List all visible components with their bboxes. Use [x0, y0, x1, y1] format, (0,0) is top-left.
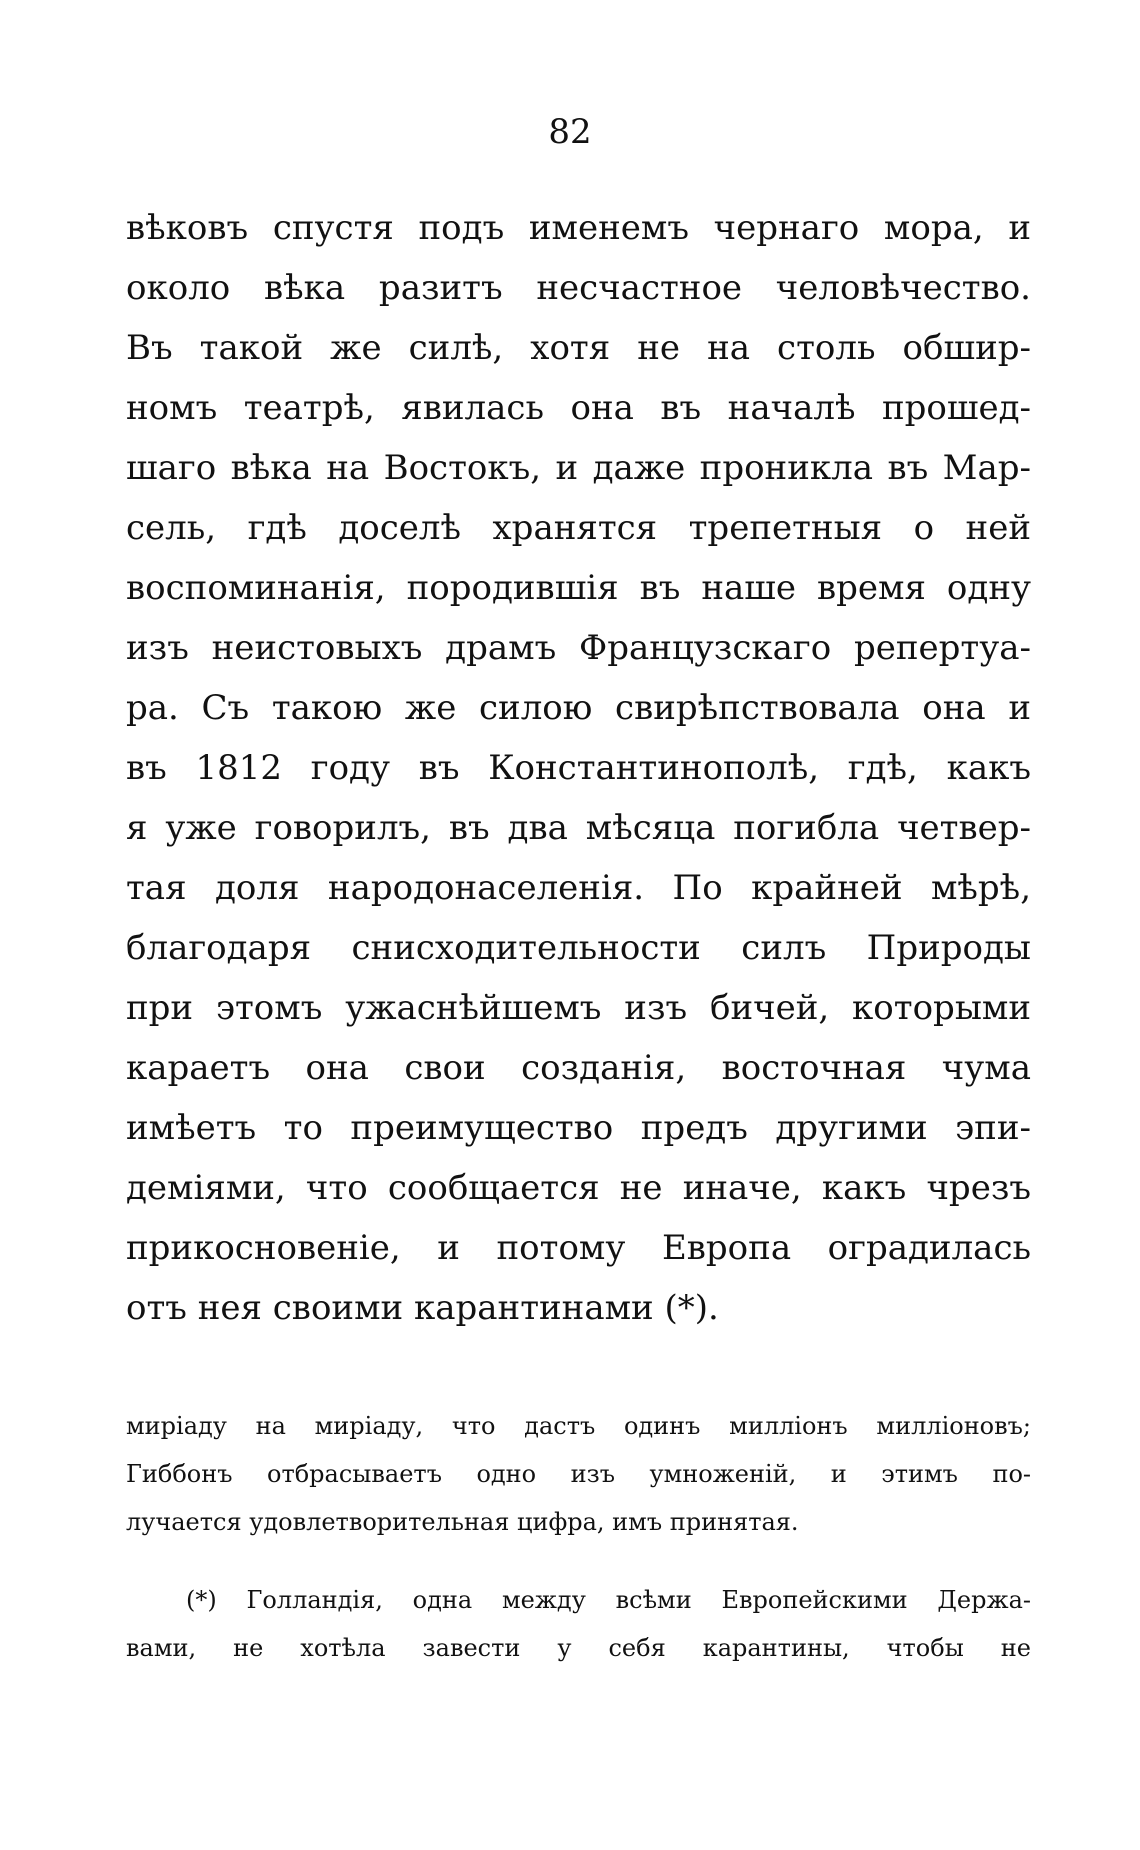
page-number: 82: [548, 112, 592, 152]
text-line: Въ такой же силѣ, хотя не на столь обшир-: [126, 328, 1031, 368]
text-line: прикосновеніе, и потому Европа оградилась: [126, 1228, 1031, 1268]
text-line: отъ нея своими карантинами (*).: [126, 1288, 719, 1328]
footnote-continuation-line: Гиббонъ отбрасываетъ одно изъ умноженій, и этимъ по-: [126, 1460, 1031, 1488]
footnote-continuation-line: миріаду на миріаду, что дастъ одинъ милліонъ милліоновъ;: [126, 1412, 1031, 1440]
footnote-gap: [126, 1546, 1031, 1576]
text-line: тая доля народонаселенія. По крайней мѣрѣ,: [126, 868, 1031, 908]
footnote-continuation-line: лучается удовлетворительная цифра, имъ принятая.: [126, 1508, 799, 1536]
text-line: въ 1812 году въ Константинополѣ, гдѣ, какъ: [126, 748, 1031, 788]
text-line: вѣковъ спустя подъ именемъ чернаго мора, и: [126, 208, 1031, 248]
text-line: при этомъ ужаснѣйшемъ изъ бичей, которыми: [126, 988, 1031, 1028]
text-line: около вѣка разитъ несчастное человѣчество.: [126, 268, 1031, 308]
footnote-line: вами, не хотѣла завести у себя карантины, чтобы не: [126, 1634, 1031, 1662]
text-line: деміями, что сообщается не иначе, какъ чрезъ: [126, 1168, 1031, 1208]
text-line: благодаря снисходительности силъ Природы: [126, 928, 1031, 968]
footnotes: [126, 1402, 1031, 1672]
text-line: сель, гдѣ доселѣ хранятся трепетныя о ней: [126, 508, 1031, 548]
text-line: шаго вѣка на Востокъ, и даже проникла въ Мар-: [126, 448, 1031, 488]
text-line: изъ неистовыхъ драмъ Французскаго репертуа-: [126, 628, 1031, 668]
text-line: я уже говорилъ, въ два мѣсяца погибла четвер-: [126, 808, 1031, 848]
text-line: караетъ она свои созданія, восточная чума: [126, 1048, 1031, 1088]
text-line: воспоминанія, породившія въ наше время одну: [126, 568, 1031, 608]
text-line: ра. Съ такою же силою свирѣпствовала она и: [126, 688, 1031, 728]
footnote-line: (*) Голландія, одна между всѣми Европейскими Держа-: [186, 1586, 1031, 1614]
text-line: имѣетъ то преимущество предъ другими эпи-: [126, 1108, 1031, 1148]
main-text: [126, 198, 1031, 1338]
text-line: номъ театрѣ, явилась она въ началѣ прошед-: [126, 388, 1031, 428]
